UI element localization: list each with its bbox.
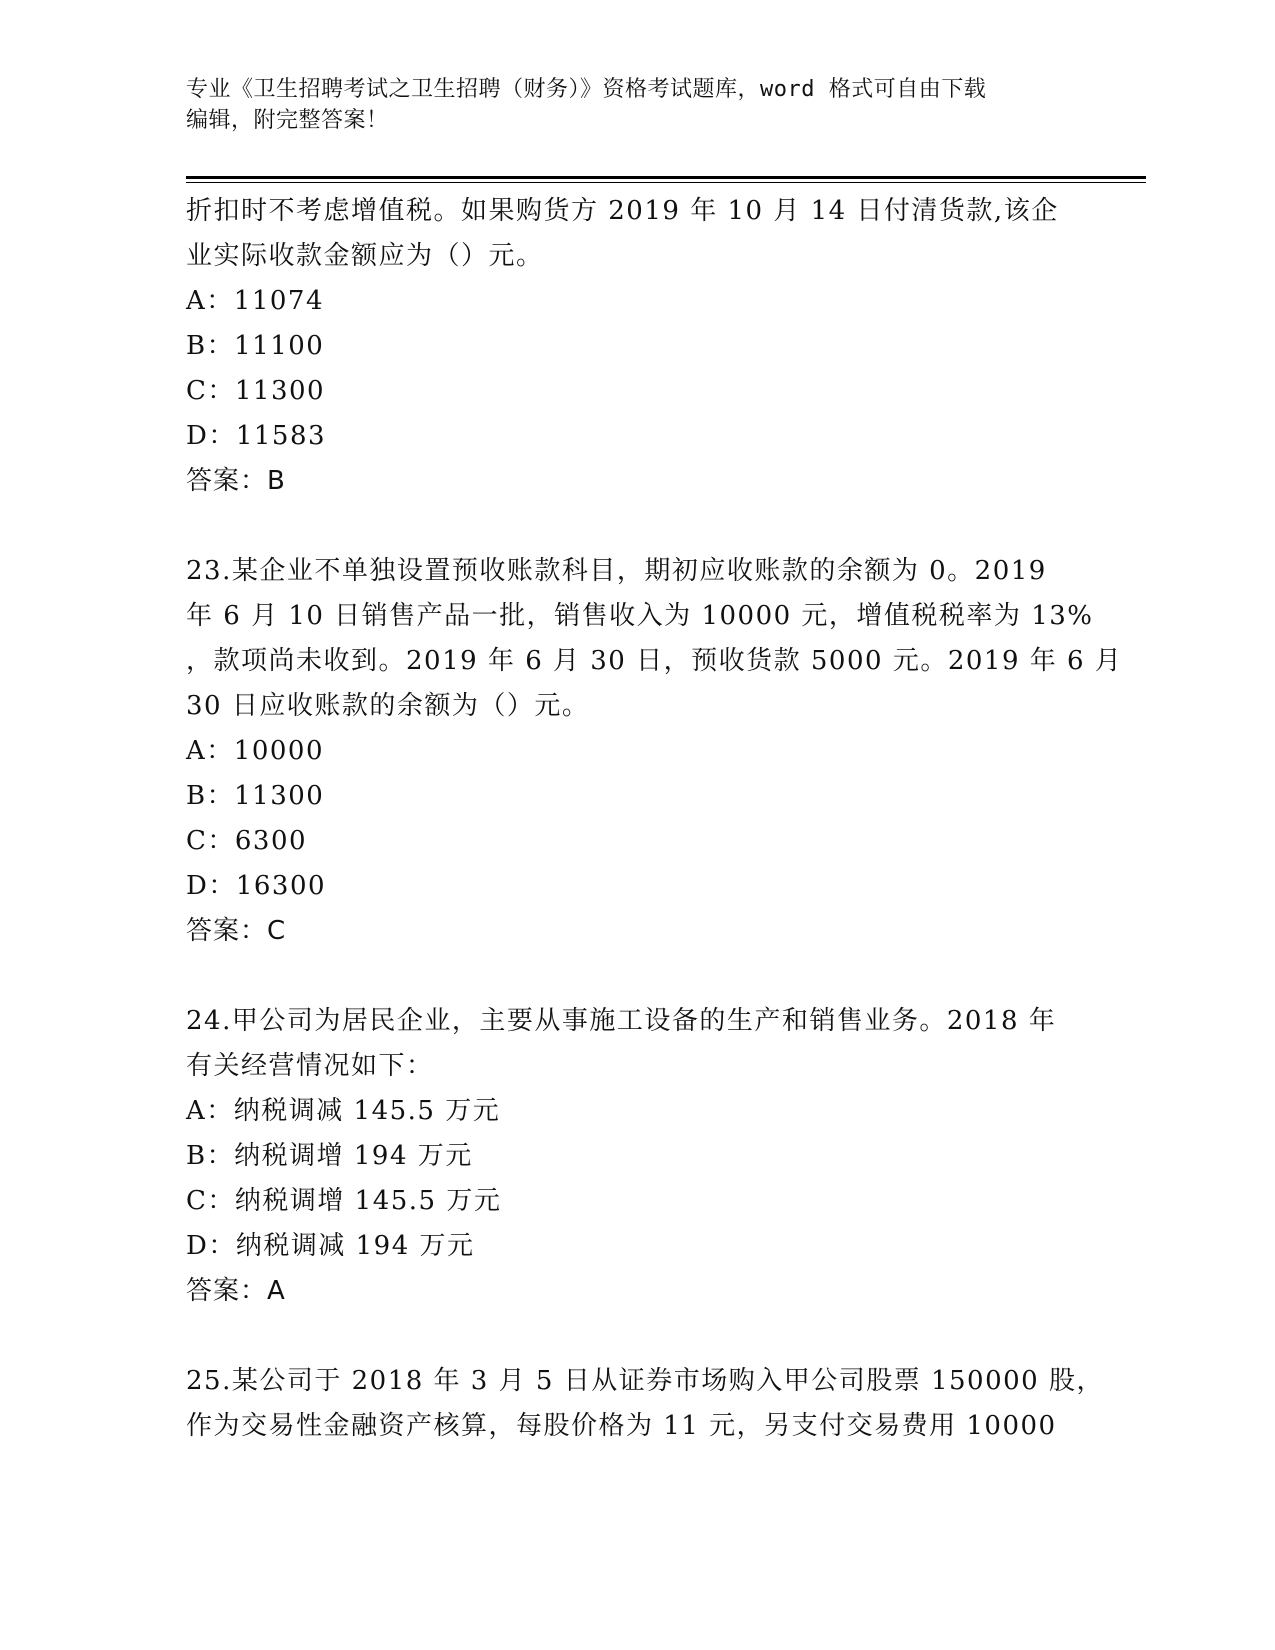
question-block-23: [186, 549, 1123, 954]
option-b: B：11300: [186, 781, 325, 811]
header-title-line-2: 编辑，附完整答案！: [186, 108, 389, 133]
question-block-24: [186, 999, 1086, 1314]
option-a: A：10000: [186, 736, 324, 766]
question-list: [186, 189, 1123, 1449]
answer-line: 答案：A: [186, 1276, 286, 1306]
spacer: [186, 954, 1086, 999]
question-text-line: 作为交易性金融资产核算，每股价格为 11 元，另支付交易费用 10000: [186, 1411, 1057, 1441]
option-d: D：16300: [186, 871, 327, 901]
question-text-line: 折扣时不考虑增值税。如果购货方 2019 年 10 月 14 日付清货款,该企: [186, 196, 1059, 226]
question-text-line: 25.某公司于 2018 年 3 月 5 日从证券市场购入甲公司股票 150000 股，: [186, 1366, 1104, 1396]
option-c: C：11300: [186, 376, 326, 406]
question-text-line: 有关经营情况如下：: [186, 1051, 434, 1081]
header-title-line-1: 专业《卫生招聘考试之卫生招聘（财务）》资格考试题库，word 格式可自由下载: [186, 77, 987, 102]
document-header: [186, 74, 1066, 136]
header-divider-thick: [186, 176, 1146, 179]
option-b: B：11100: [186, 331, 325, 361]
question-text-line: 30 日应收账款的余额为（）元。: [186, 691, 590, 721]
question-text-line: 23.某企业不单独设置预收账款科目，期初应收账款的余额为 0。2019: [186, 556, 1047, 586]
question-text-line: ，款项尚未收到。2019 年 6 月 30 日，预收货款 5000 元。2019 年 6 月: [186, 646, 1123, 676]
option-c: C：纳税调增 145.5 万元: [186, 1186, 502, 1216]
spacer: [186, 504, 1086, 549]
question-text-line: 年 6 月 10 日销售产品一批，销售收入为 10000 元，增值税税率为 13%: [186, 601, 1094, 631]
spacer: [186, 1314, 1086, 1359]
answer-line: 答案：C: [186, 916, 287, 946]
option-a: A：纳税调减 145.5 万元: [186, 1096, 501, 1126]
option-d: D：11583: [186, 421, 327, 451]
question-text-line: 24.甲公司为居民企业，主要从事施工设备的生产和销售业务。2018 年: [186, 1006, 1057, 1036]
option-a: A：11074: [186, 286, 324, 316]
option-b: B：纳税调增 194 万元: [186, 1141, 473, 1171]
question-text-line: 业实际收款金额应为（）元。: [186, 241, 544, 271]
question-block-22: [186, 189, 1086, 504]
header-divider-thin: [186, 182, 1146, 183]
option-c: C：6300: [186, 826, 308, 856]
question-block-25: [186, 1359, 1104, 1449]
option-d: D：纳税调减 194 万元: [186, 1231, 475, 1261]
answer-line: 答案：B: [186, 466, 286, 496]
